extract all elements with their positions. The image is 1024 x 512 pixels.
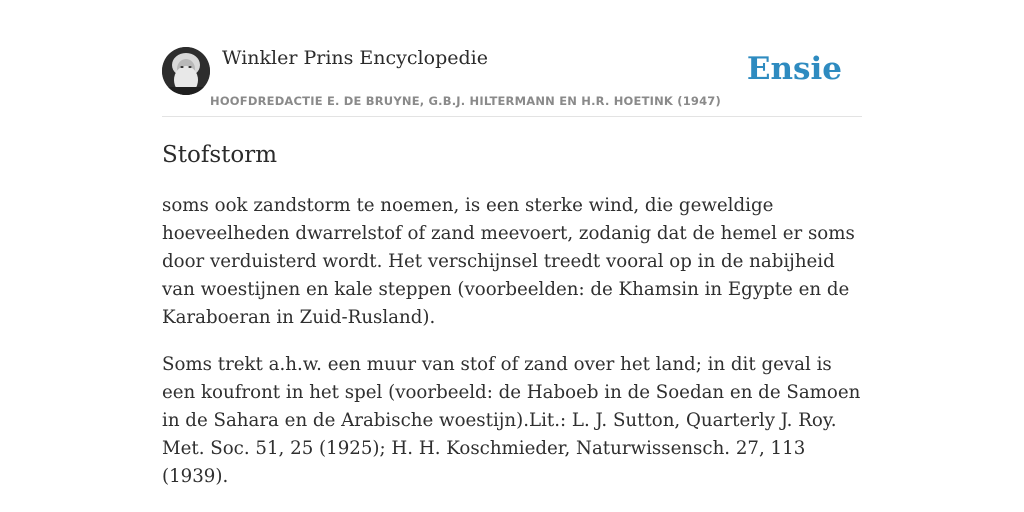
editors-line: HOOFDREDACTIE E. DE BRUYNE, G.B.J. HILTERMANN EN H.R. HOETINK (1947)	[210, 94, 721, 108]
editor-portrait-avatar[interactable]	[162, 47, 210, 95]
article-paragraph-1: soms ook zandstorm te noemen, is een sterke wind, die geweldige hoeveelheden dwarrelstof of zand meevoert, zodanig dat de hemel er soms door verduisterd wordt. Het verschijnsel treedt vooral op in de nabijheid van woestijnen en kale steppen (voorbeelden: de Khamsin in Egypte en de Karaboeran in Zuid-Rusland).	[162, 195, 855, 328]
page-container	[162, 0, 862, 487]
brand-logo-link[interactable]: Ensie	[746, 51, 842, 87]
article-title: Stofstorm	[162, 142, 278, 168]
source-title[interactable]: Winkler Prins Encyclopedie	[222, 47, 488, 69]
portrait-image	[162, 47, 210, 95]
article-body	[162, 192, 862, 510]
article-paragraph-2: Soms trekt a.h.w. een muur van stof of zand over het land; in dit geval is een koufront in het spel (voorbeeld: de Haboeb in de Soedan en de Samoen in de Sahara en de Arabische woestijn).Lit.: L. J. Sutton, Quarterly J. Roy. Met. Soc. 51, 25 (1925); H. H. Koschmieder, Naturwissensch. 27, 113 (1939).	[162, 354, 861, 487]
source-header	[162, 0, 862, 117]
